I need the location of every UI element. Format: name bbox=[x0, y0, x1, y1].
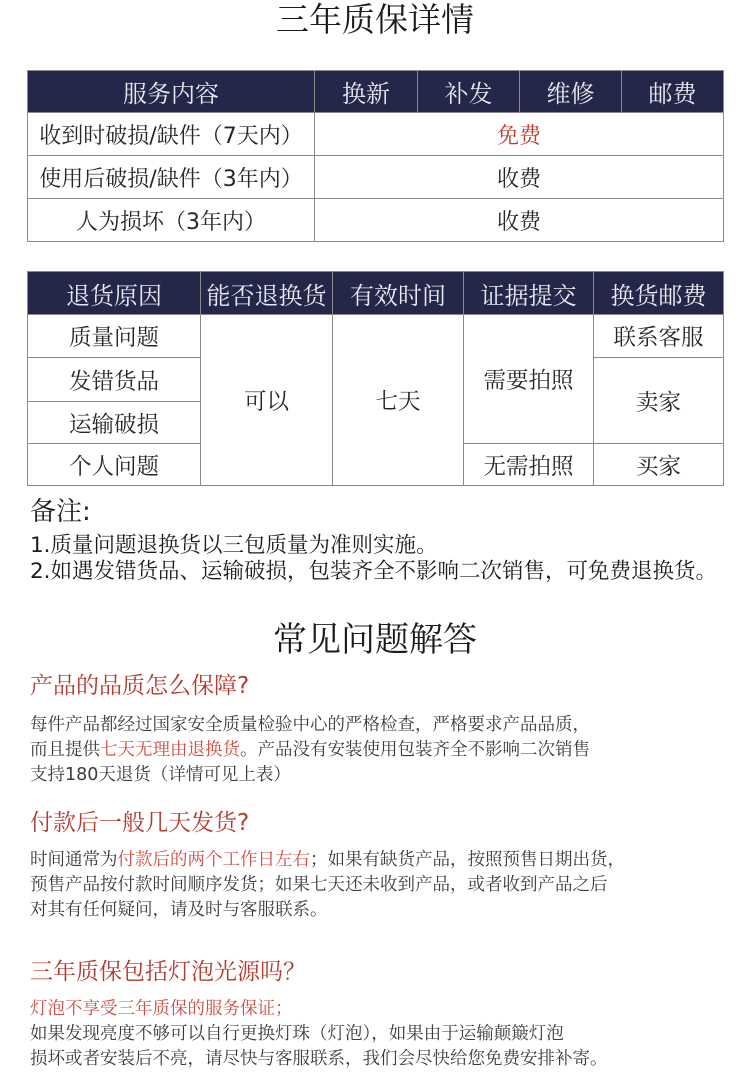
warranty-row-item: 使用后破损/缺件（3年内） bbox=[28, 156, 314, 198]
answer-text: 损坏或者安装后不亮，请尽快与客服联系，我们会尽快给您免费安排补寄。 bbox=[30, 1049, 608, 1069]
return-reason-cell: 发错货品 bbox=[28, 358, 200, 401]
warranty-header-service: 服务内容 bbox=[28, 71, 314, 112]
warranty-header-postage: 邮费 bbox=[622, 71, 723, 112]
answer-line bbox=[30, 997, 608, 1022]
answer-text: 如果发现亮度不够可以自行更换灯珠（灯泡），如果由于运输颠簸灯泡 bbox=[30, 1024, 564, 1044]
faq-question: 付款后一般几天发货? bbox=[30, 810, 250, 836]
return-header-validity: 有效时间 bbox=[333, 272, 463, 314]
answer-line bbox=[30, 873, 625, 898]
faq-question: 三年质保包括灯泡光源吗？ bbox=[30, 959, 306, 985]
answer-line bbox=[30, 848, 625, 873]
return-header-eligibility: 能否退换货 bbox=[201, 272, 332, 314]
warranty-section-title: 三年质保详情 bbox=[276, 0, 474, 39]
answer-text: 预售产品按付款时间顺序发货；如果七天还未收到产品，或者收到产品之后 bbox=[30, 875, 608, 895]
faq-answer bbox=[30, 713, 590, 788]
answer-highlight-text: 七天无理由退换货 bbox=[100, 740, 240, 760]
answer-text: ；如果有缺货产品，按照预售日期出货， bbox=[310, 850, 625, 870]
answer-text: 时间通常为 bbox=[30, 850, 118, 870]
return-validity-cell: 七天 bbox=[333, 315, 463, 485]
faq-section-title: 常见问题解答 bbox=[273, 620, 477, 660]
warranty-header-replace: 换新 bbox=[315, 71, 417, 112]
answer-text: 。产品没有安装使用包装齐全不影响二次销售 bbox=[240, 740, 590, 760]
answer-line bbox=[30, 738, 590, 763]
return-reason-cell: 质量问题 bbox=[28, 315, 200, 357]
return-reason-cell: 个人问题 bbox=[28, 444, 200, 485]
answer-line bbox=[30, 1047, 608, 1072]
warranty-row-fee: 收费 bbox=[315, 156, 723, 198]
faq-answer bbox=[30, 997, 608, 1072]
answer-text: 每件产品都经过国家安全质量检验中心的严格检查，严格要求产品品质， bbox=[30, 715, 590, 735]
answer-line bbox=[30, 1022, 608, 1047]
answer-text: 而且提供 bbox=[30, 740, 100, 760]
answer-text: 支持180天退货（详情可见上表） bbox=[30, 765, 291, 785]
faq-question: 产品的品质怎么保障? bbox=[30, 673, 250, 699]
note-item: 1.质量问题退换货以三包质量为准则实施。 bbox=[30, 533, 438, 558]
warranty-header-repair: 维修 bbox=[520, 71, 621, 112]
warranty-header-reissue: 补发 bbox=[418, 71, 519, 112]
faq-answer bbox=[30, 848, 625, 923]
answer-highlight-text: 灯泡不享受三年质保的服务保证； bbox=[30, 999, 293, 1019]
answer-line bbox=[30, 763, 590, 788]
return-header-postage: 换货邮费 bbox=[594, 272, 723, 314]
return-policy-table bbox=[27, 271, 724, 486]
evidence-required-cell: 需要拍照 bbox=[464, 315, 593, 443]
warranty-row-item: 收到时破损/缺件（7天内） bbox=[28, 113, 314, 155]
answer-text: 对其有任何疑问，请及时与客服联系。 bbox=[30, 900, 328, 920]
postage-buyer-cell: 买家 bbox=[594, 444, 723, 485]
return-eligibility-cell: 可以 bbox=[201, 315, 332, 485]
evidence-not-required-cell: 无需拍照 bbox=[464, 444, 593, 485]
warranty-row-fee: 收费 bbox=[315, 199, 723, 241]
answer-line bbox=[30, 898, 625, 923]
warranty-row-fee: 免费 bbox=[315, 113, 723, 155]
notes-title: 备注: bbox=[30, 497, 91, 527]
postage-contact-service-cell: 联系客服 bbox=[594, 315, 723, 357]
return-reason-cell: 运输破损 bbox=[28, 402, 200, 443]
warranty-row-item: 人为损坏（3年内） bbox=[28, 199, 314, 241]
warranty-table bbox=[27, 70, 724, 242]
answer-line bbox=[30, 713, 590, 738]
return-header-reason: 退货原因 bbox=[28, 272, 200, 314]
answer-highlight-text: 付款后的两个工作日左右 bbox=[117, 850, 310, 870]
return-header-evidence: 证据提交 bbox=[464, 272, 593, 314]
note-item: 2.如遇发错货品、运输破损，包装齐全不影响二次销售，可免费退换货。 bbox=[30, 559, 718, 584]
postage-seller-cell: 卖家 bbox=[594, 358, 723, 443]
